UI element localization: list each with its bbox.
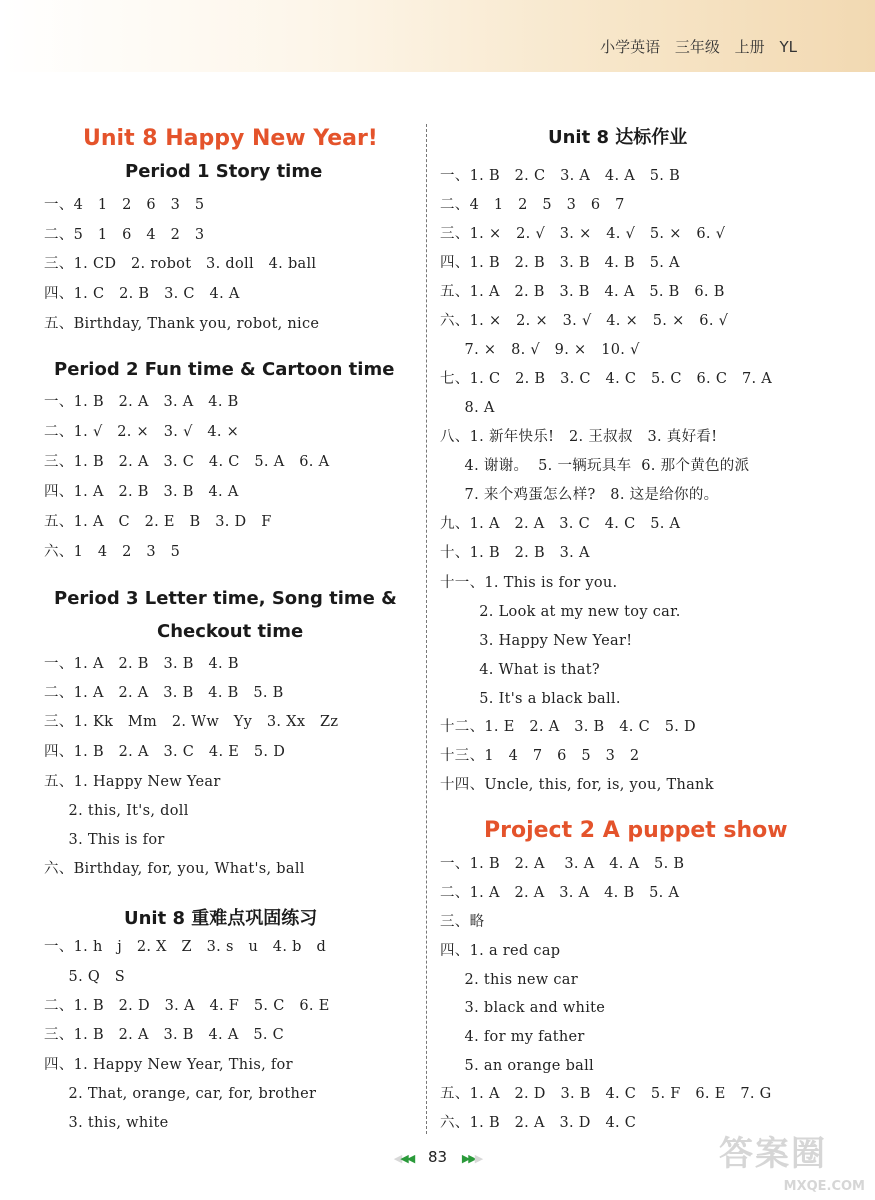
watermark-site: MXQE.COM [783,1179,865,1194]
answer-line: 六、Birthday, for, you, What's, ball [44,861,305,877]
header-grade: 三年级 [674,38,720,56]
answer-line: 一、1. h j 2. X Z 3. s u 4. b d [44,939,327,955]
answer-line: 五、1. Happy New Year [44,774,221,790]
answer-line: 五、1. A 2. D 3. B 4. C 5. F 6. E 7. G [440,1086,772,1102]
answer-line: 八、1. 新年快乐! 2. 王叔叔 3. 真好看! [440,429,718,445]
answer-line: 三、1. B 2. A 3. C 4. C 5. A 6. A [44,454,330,470]
answer-line: 5. an orange ball [440,1058,594,1074]
answer-line: 四、1. a red cap [440,943,561,959]
answer-line: 二、5 1 6 4 2 3 [44,227,205,243]
answer-line: 三、1. × 2. √ 3. × 4. √ 5. × 6. √ [440,226,726,242]
answer-line: 4. for my father [440,1029,585,1045]
answer-line: 九、1. A 2. A 3. C 4. C 5. A [440,516,681,532]
answer-line: 三、1. B 2. A 3. B 4. A 5. C [44,1027,285,1043]
answer-line: 十三、1 4 7 6 5 3 2 [440,748,640,764]
answer-line: 5. Q S [44,969,126,985]
page-number: 83 [427,1148,448,1166]
answer-line: 一、4 1 2 6 3 5 [44,197,205,213]
answer-line: 三、略 [440,914,485,930]
answer-line: 4. What is that? [440,662,600,678]
project-title: Project 2 A puppet show [484,818,788,843]
answer-line: 十、1. B 2. B 3. A [440,545,590,561]
period3-title-line1: Period 3 Letter time, Song time & [54,588,397,609]
answer-line: 一、1. B 2. A 3. A 4. B [44,394,239,410]
period1-title: Period 1 Story time [125,161,323,182]
answer-line: 5. It's a black ball. [440,691,621,707]
double-left-arrow-icon: ◀ [393,1152,401,1165]
answer-line: 二、1. B 2. D 3. A 4. F 5. C 6. E [44,998,330,1014]
answer-line: 四、1. A 2. B 3. B 4. A [44,484,239,500]
answer-line: 五、1. A C 2. E B 3. D F [44,514,272,530]
answer-line: 4. 谢谢。 5. 一辆玩具车 6. 那个黄色的派 [440,458,750,474]
answer-line: 一、1. B 2. C 3. A 4. A 5. B [440,168,681,184]
watermark-text: 答案圈 [719,1134,827,1174]
answer-line: 2. That, orange, car, for, brother [44,1086,317,1102]
unit-title: Unit 8 Happy New Year! [83,126,378,151]
double-right-arrow-icon: ▶ [474,1152,482,1165]
answer-line: 2. this new car [440,972,578,988]
answer-line: 3. Happy New Year! [440,633,633,649]
consolidation-title: Unit 8 重难点巩固练习 [124,908,318,929]
answer-line: 7. 来个鸡蛋怎么样? 8. 这是给你的。 [440,487,719,503]
answer-line: 二、1. A 2. A 3. B 4. B 5. B [44,685,284,701]
answer-line: 三、1. Kk Mm 2. Ww Yy 3. Xx Zz [44,714,339,730]
answer-line: 五、1. A 2. B 3. B 4. A 5. B 6. B [440,284,725,300]
running-header [600,36,797,57]
answer-line: 一、1. A 2. B 3. B 4. B [44,656,239,672]
unit-test-title: Unit 8 达标作业 [548,127,688,148]
answer-line: 四、1. C 2. B 3. C 4. A [44,286,240,302]
answer-line: 四、1. Happy New Year, This, for [44,1057,293,1073]
answer-line: 六、1. B 2. A 3. D 4. C [440,1115,637,1131]
answer-line: 7. × 8. √ 9. × 10. √ [440,342,640,358]
answer-line: 二、4 1 2 5 3 6 7 [440,197,625,213]
answer-line: 六、1. × 2. × 3. √ 4. × 5. × 6. √ [440,313,729,329]
answer-line: 七、1. C 2. B 3. C 4. C 5. C 6. C 7. A [440,371,773,387]
answer-line: 十一、1. This is for you. [440,575,618,591]
double-right-arrow-icon: ▶▶ [461,1152,475,1165]
header-subject: 小学英语 [600,38,661,56]
answer-line: 四、1. B 2. A 3. C 4. E 5. D [44,744,286,760]
answer-line: 一、1. B 2. A 3. A 4. A 5. B [440,856,685,872]
period2-title: Period 2 Fun time & Cartoon time [54,359,395,380]
answer-line: 3. black and white [440,1000,606,1016]
answer-line: 8. A [440,400,495,416]
answer-line: 2. Look at my new toy car. [440,604,681,620]
answer-line: 十二、1. E 2. A 3. B 4. C 5. D [440,719,696,735]
double-left-arrow-icon: ◀◀ [400,1152,414,1165]
watermark-logo [719,1126,869,1196]
answer-line: 五、Birthday, Thank you, robot, nice [44,316,320,332]
header-edition: YL [779,38,797,56]
header-volume: 上册 [734,38,765,56]
period3-title-line2: Checkout time [157,621,304,642]
answer-line: 二、1. A 2. A 3. A 4. B 5. A [440,885,680,901]
answer-line: 2. this, It's, doll [44,803,189,819]
answer-line: 3. this, white [44,1115,169,1131]
column-divider [426,124,427,1134]
answer-line: 3. This is for [44,832,165,848]
answer-line: 十四、Uncle, this, for, is, you, Thank [440,777,714,793]
answer-line: 六、1 4 2 3 5 [44,544,181,560]
answer-line: 二、1. √ 2. × 3. √ 4. × [44,424,240,440]
answer-line: 四、1. B 2. B 3. B 4. B 5. A [440,255,680,271]
answer-line: 三、1. CD 2. robot 3. doll 4. ball [44,256,317,272]
